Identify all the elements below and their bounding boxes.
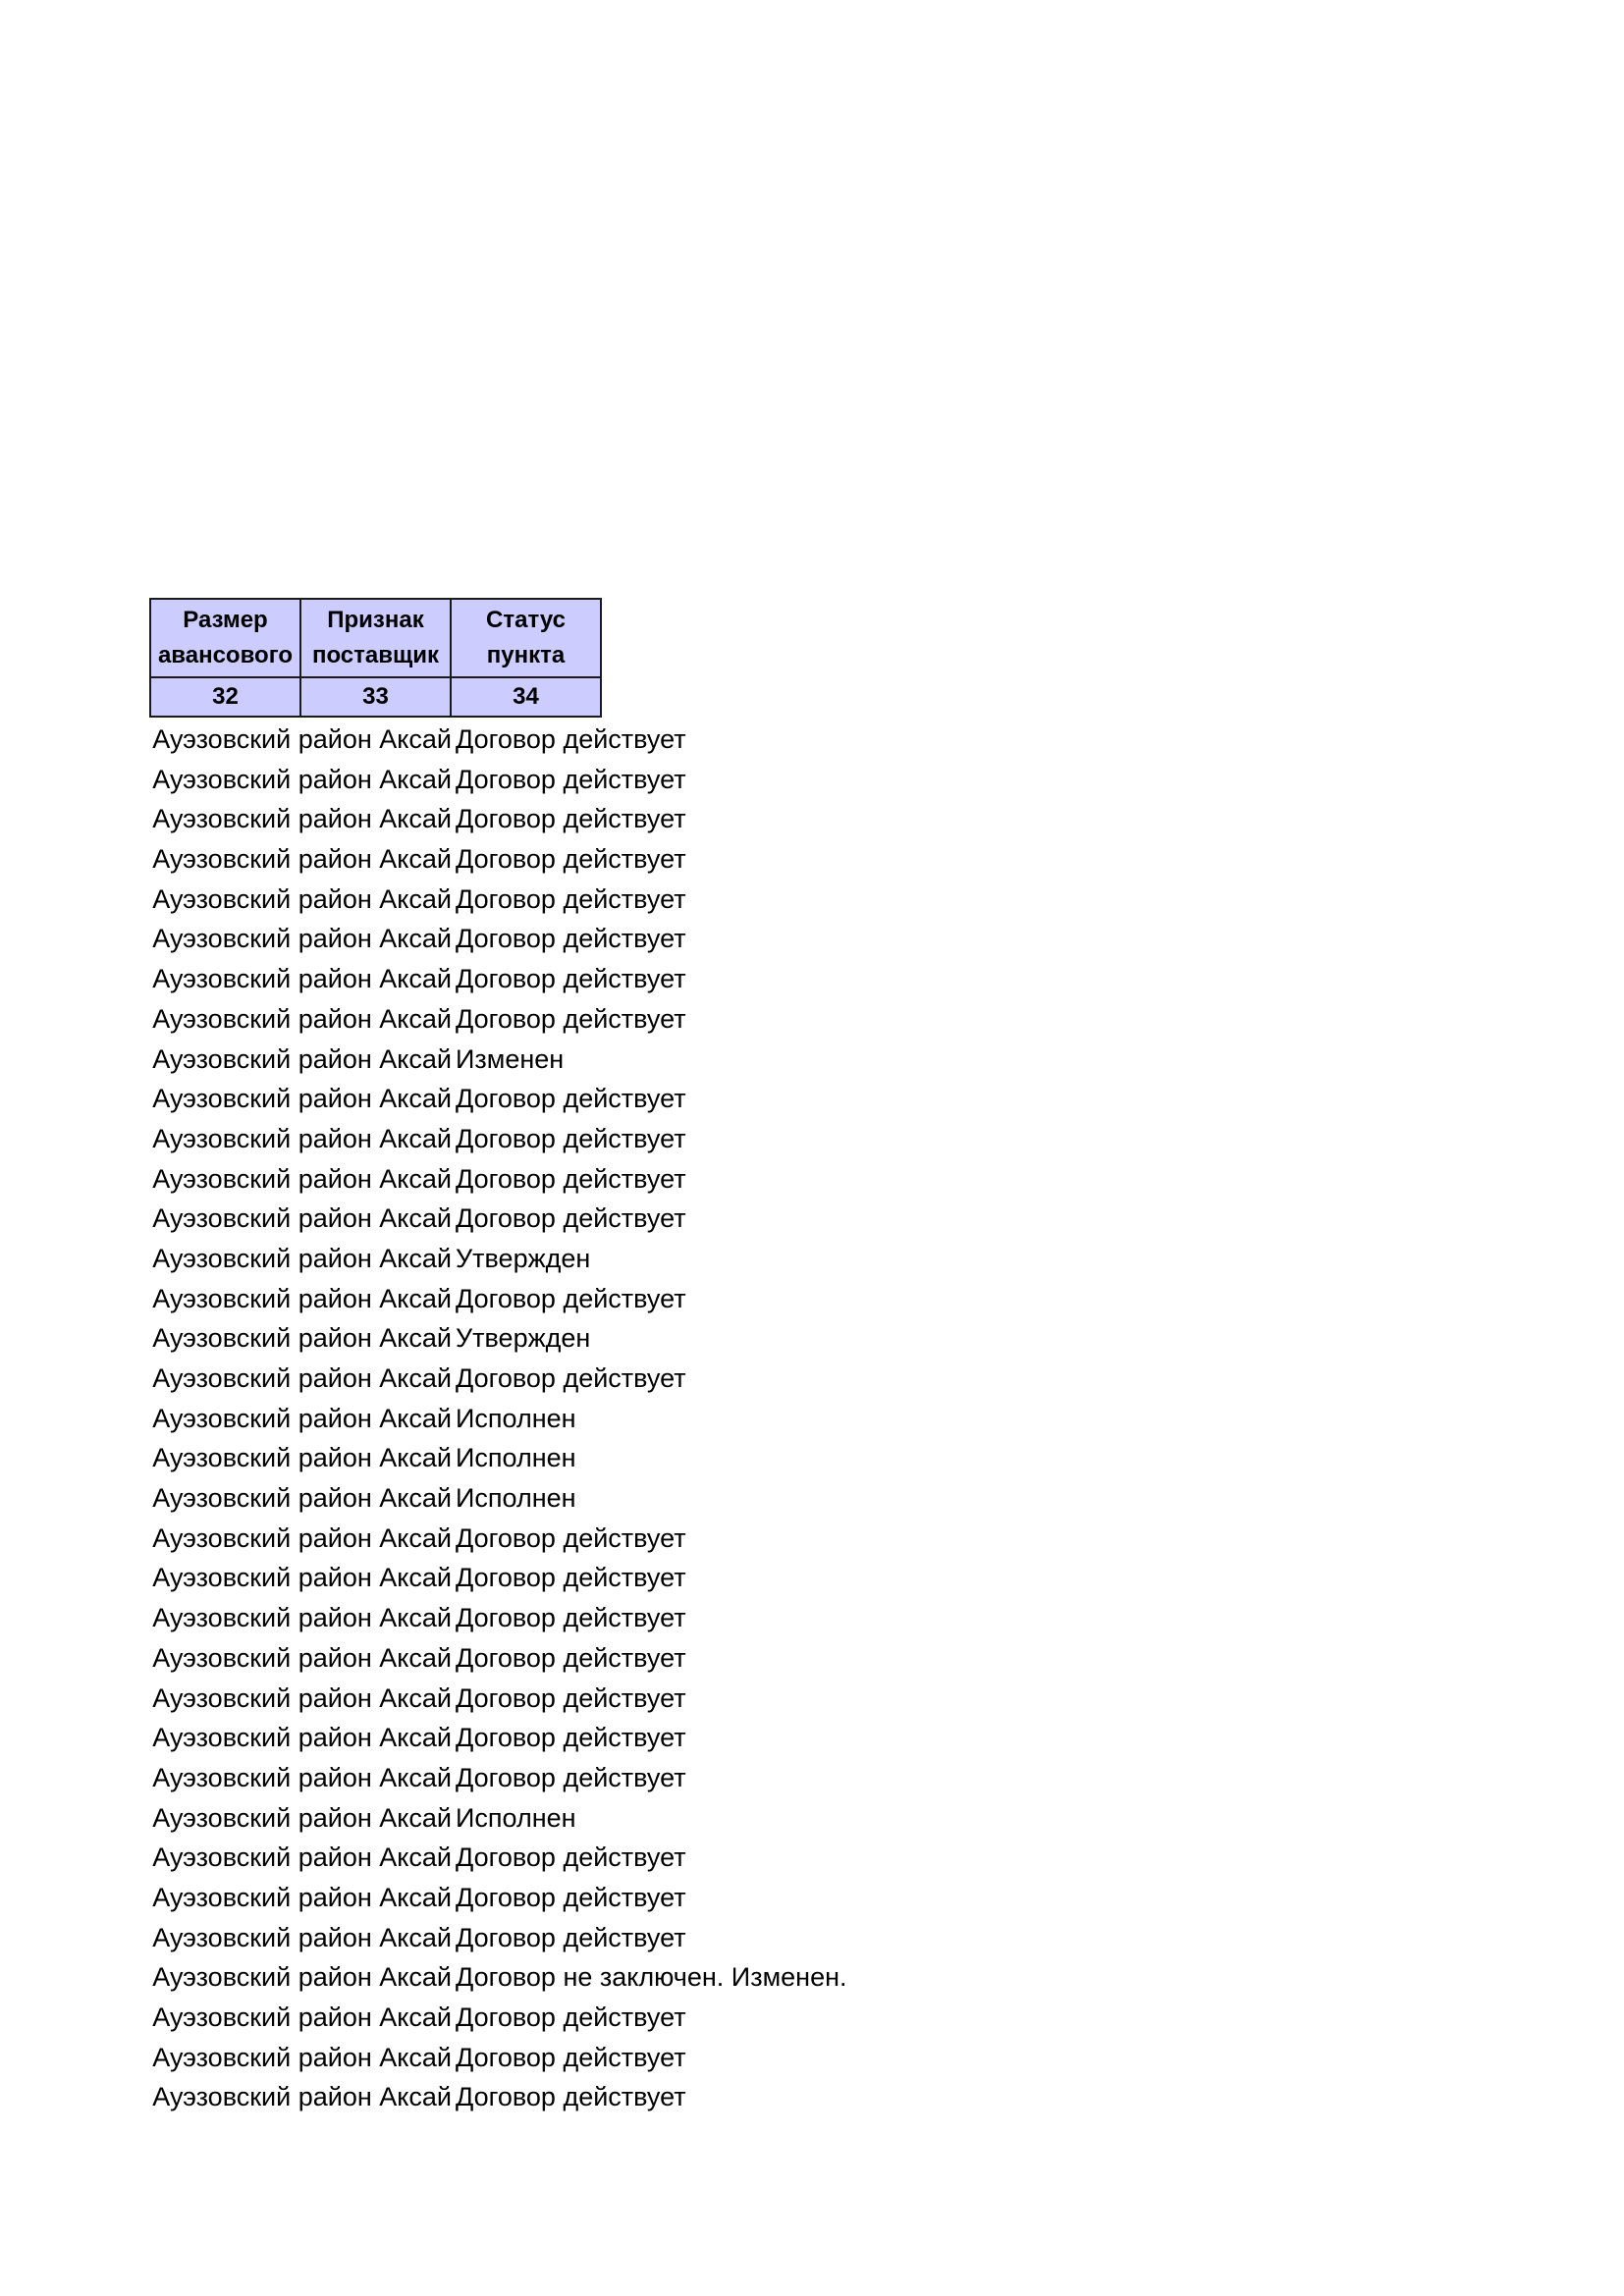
- status-cell: Договор действует: [456, 2002, 686, 2032]
- table-row: [149, 1079, 935, 1119]
- status-cell: Договор действует: [456, 1682, 686, 1713]
- status-cell: Договор действует: [456, 1882, 686, 1912]
- status-cell: Договор действует: [456, 1723, 686, 1753]
- supplier-text: Ауэзовский район Аксай: [152, 1882, 452, 1912]
- column-number-33: 33: [300, 677, 451, 717]
- table-row: [149, 1239, 935, 1279]
- supplier-cell: [149, 1878, 452, 1917]
- status-cell: Договор действует: [456, 2042, 686, 2072]
- status-cell: Договор действует: [456, 1283, 686, 1313]
- supplier-text: Ауэзовский район Аксай: [152, 1522, 452, 1553]
- supplier-cell: [149, 1438, 452, 1477]
- table-row: [149, 2038, 935, 2078]
- table-row: [149, 1957, 935, 1998]
- status-cell: Договор действует: [456, 1084, 686, 1114]
- table-row: [149, 1318, 935, 1359]
- supplier-cell: [149, 1478, 452, 1518]
- supplier-text: Ауэзовский район Аксай: [152, 883, 452, 914]
- table-row: [149, 1040, 935, 1080]
- supplier-cell: [149, 1279, 452, 1318]
- supplier-text: Ауэзовский район Аксай: [152, 804, 452, 834]
- supplier-text: Ауэзовский район Аксай: [152, 1403, 452, 1433]
- supplier-cell: [149, 919, 452, 958]
- status-cell: Договор действует: [456, 1163, 686, 1194]
- column-number-34: 34: [451, 677, 601, 717]
- supplier-text: Ауэзовский район Аксай: [152, 924, 452, 954]
- table-row: [149, 919, 935, 959]
- header-supplier-flag: Признак поставщик: [300, 599, 451, 677]
- status-cell: Договор действует: [456, 1922, 686, 1952]
- supplier-cell: [149, 1838, 452, 1877]
- status-cell: Договор действует: [456, 804, 686, 834]
- supplier-cell: [149, 1040, 452, 1079]
- supplier-text: Ауэзовский район Аксай: [152, 724, 452, 754]
- supplier-cell: [149, 2038, 452, 2077]
- supplier-text: Ауэзовский район Аксай: [152, 2082, 452, 2112]
- table-row: [149, 1878, 935, 1918]
- data-rows: [149, 720, 935, 2117]
- column-number-32: 32: [150, 677, 300, 717]
- table-row: [149, 1478, 935, 1519]
- supplier-cell: [149, 1758, 452, 1797]
- supplier-cell: [149, 1918, 452, 1957]
- table-row: [149, 880, 935, 920]
- supplier-text: Ауэзовский район Аксай: [152, 1363, 452, 1393]
- supplier-cell: [149, 1119, 452, 1158]
- status-cell: Договор действует: [456, 1563, 686, 1593]
- column-header-table: [149, 598, 602, 718]
- status-cell: Договор действует: [456, 764, 686, 794]
- supplier-cell: [149, 1519, 452, 1558]
- supplier-cell: [149, 1998, 452, 2037]
- supplier-text: Ауэзовский район Аксай: [152, 1243, 452, 1273]
- status-cell: Изменен: [456, 1043, 565, 1074]
- status-cell: Договор действует: [456, 1003, 686, 1034]
- supplier-text: Ауэзовский район Аксай: [152, 2042, 452, 2072]
- status-cell: Договор действует: [456, 1642, 686, 1673]
- supplier-cell: [149, 799, 452, 838]
- supplier-cell: [149, 1598, 452, 1637]
- status-cell: Договор действует: [456, 1603, 686, 1633]
- header-titles-row: [150, 599, 601, 677]
- supplier-text: Ауэзовский район Аксай: [152, 844, 452, 875]
- supplier-text: Ауэзовский район Аксай: [152, 1163, 452, 1194]
- supplier-cell: [149, 760, 452, 799]
- table-row: [149, 1758, 935, 1798]
- supplier-text: Ауэзовский район Аксай: [152, 1283, 452, 1313]
- status-cell: Исполнен: [456, 1443, 576, 1473]
- supplier-text: Ауэзовский район Аксай: [152, 1762, 452, 1792]
- status-cell: Исполнен: [456, 1483, 576, 1514]
- table-row: [149, 1918, 935, 1958]
- table-row: [149, 1279, 935, 1319]
- status-cell: Договор действует: [456, 924, 686, 954]
- header-numbers-row: [150, 677, 601, 717]
- supplier-cell: [149, 1558, 452, 1597]
- status-cell: Договор действует: [456, 1842, 686, 1873]
- status-cell: Договор действует: [456, 1522, 686, 1553]
- table-row: [149, 1798, 935, 1839]
- status-cell: Исполнен: [456, 1802, 576, 1833]
- table-row: [149, 999, 935, 1040]
- status-cell: Договор действует: [456, 1203, 686, 1234]
- supplier-text: Ауэзовский район Аксай: [152, 1723, 452, 1753]
- supplier-text: Ауэзовский район Аксай: [152, 2002, 452, 2032]
- table-row: [149, 1359, 935, 1399]
- table-row: [149, 760, 935, 800]
- status-cell: Утвержден: [456, 1323, 591, 1354]
- status-cell: Договор действует: [456, 883, 686, 914]
- table-row: [149, 839, 935, 880]
- table-row: [149, 1519, 935, 1559]
- supplier-text: Ауэзовский район Аксай: [152, 1922, 452, 1952]
- supplier-text: Ауэзовский район Аксай: [152, 1962, 452, 1993]
- supplier-cell: [149, 1638, 452, 1678]
- supplier-text: Ауэзовский район Аксай: [152, 1123, 452, 1153]
- table-row: [149, 959, 935, 999]
- supplier-cell: [149, 1798, 452, 1838]
- table-row: [149, 1638, 935, 1679]
- supplier-text: Ауэзовский район Аксай: [152, 1802, 452, 1833]
- status-cell: Договор действует: [456, 2082, 686, 2112]
- table-row: [149, 1718, 935, 1758]
- supplier-cell: [149, 1159, 452, 1199]
- supplier-cell: [149, 1399, 452, 1438]
- table-row: [149, 1598, 935, 1638]
- table-row: [149, 1399, 935, 1439]
- supplier-cell: [149, 1718, 452, 1757]
- header-item-status: Статус пункта: [451, 599, 601, 677]
- status-cell: Утвержден: [456, 1243, 591, 1273]
- table-row: [149, 720, 935, 760]
- supplier-text: Ауэзовский район Аксай: [152, 1642, 452, 1673]
- supplier-text: Ауэзовский район Аксай: [152, 964, 452, 994]
- status-cell: Договор не заключен. Изменен.: [456, 1962, 847, 1993]
- supplier-cell: [149, 1199, 452, 1238]
- table-row: [149, 1558, 935, 1598]
- supplier-text: Ауэзовский район Аксай: [152, 1842, 452, 1873]
- supplier-cell: [149, 1079, 452, 1118]
- supplier-text: Ауэзовский район Аксай: [152, 1682, 452, 1713]
- supplier-text: Ауэзовский район Аксай: [152, 1043, 452, 1074]
- table-row: [149, 1998, 935, 2038]
- status-cell: Договор действует: [456, 964, 686, 994]
- supplier-text: Ауэзовский район Аксай: [152, 764, 452, 794]
- supplier-cell: [149, 1957, 452, 1997]
- supplier-text: Ауэзовский район Аксай: [152, 1443, 452, 1473]
- table-row: [149, 2077, 935, 2117]
- supplier-cell: [149, 1359, 452, 1398]
- table-row: [149, 1159, 935, 1200]
- supplier-cell: [149, 959, 452, 998]
- table-row: [149, 1438, 935, 1478]
- supplier-cell: [149, 1679, 452, 1718]
- supplier-text: Ауэзовский район Аксай: [152, 1603, 452, 1633]
- status-cell: Исполнен: [456, 1403, 576, 1433]
- supplier-cell: [149, 2077, 452, 2116]
- status-cell: Договор действует: [456, 1762, 686, 1792]
- supplier-cell: [149, 880, 452, 919]
- supplier-cell: [149, 1239, 452, 1278]
- status-cell: Договор действует: [456, 1123, 686, 1153]
- status-cell: Договор действует: [456, 724, 686, 754]
- table-row: [149, 799, 935, 839]
- supplier-cell: [149, 999, 452, 1039]
- supplier-text: Ауэзовский район Аксай: [152, 1203, 452, 1234]
- status-cell: Договор действует: [456, 1363, 686, 1393]
- supplier-cell: [149, 1318, 452, 1358]
- table-row: [149, 1838, 935, 1878]
- header-advance-size: Размер авансового: [150, 599, 300, 677]
- supplier-text: Ауэзовский район Аксай: [152, 1003, 452, 1034]
- table-row: [149, 1119, 935, 1159]
- supplier-text: Ауэзовский район Аксай: [152, 1084, 452, 1114]
- supplier-text: Ауэзовский район Аксай: [152, 1483, 452, 1514]
- supplier-cell: [149, 720, 452, 759]
- supplier-cell: [149, 839, 452, 879]
- table-row: [149, 1679, 935, 1719]
- table-row: [149, 1199, 935, 1239]
- supplier-text: Ауэзовский район Аксай: [152, 1323, 452, 1354]
- supplier-text: Ауэзовский район Аксай: [152, 1563, 452, 1593]
- status-cell: Договор действует: [456, 844, 686, 875]
